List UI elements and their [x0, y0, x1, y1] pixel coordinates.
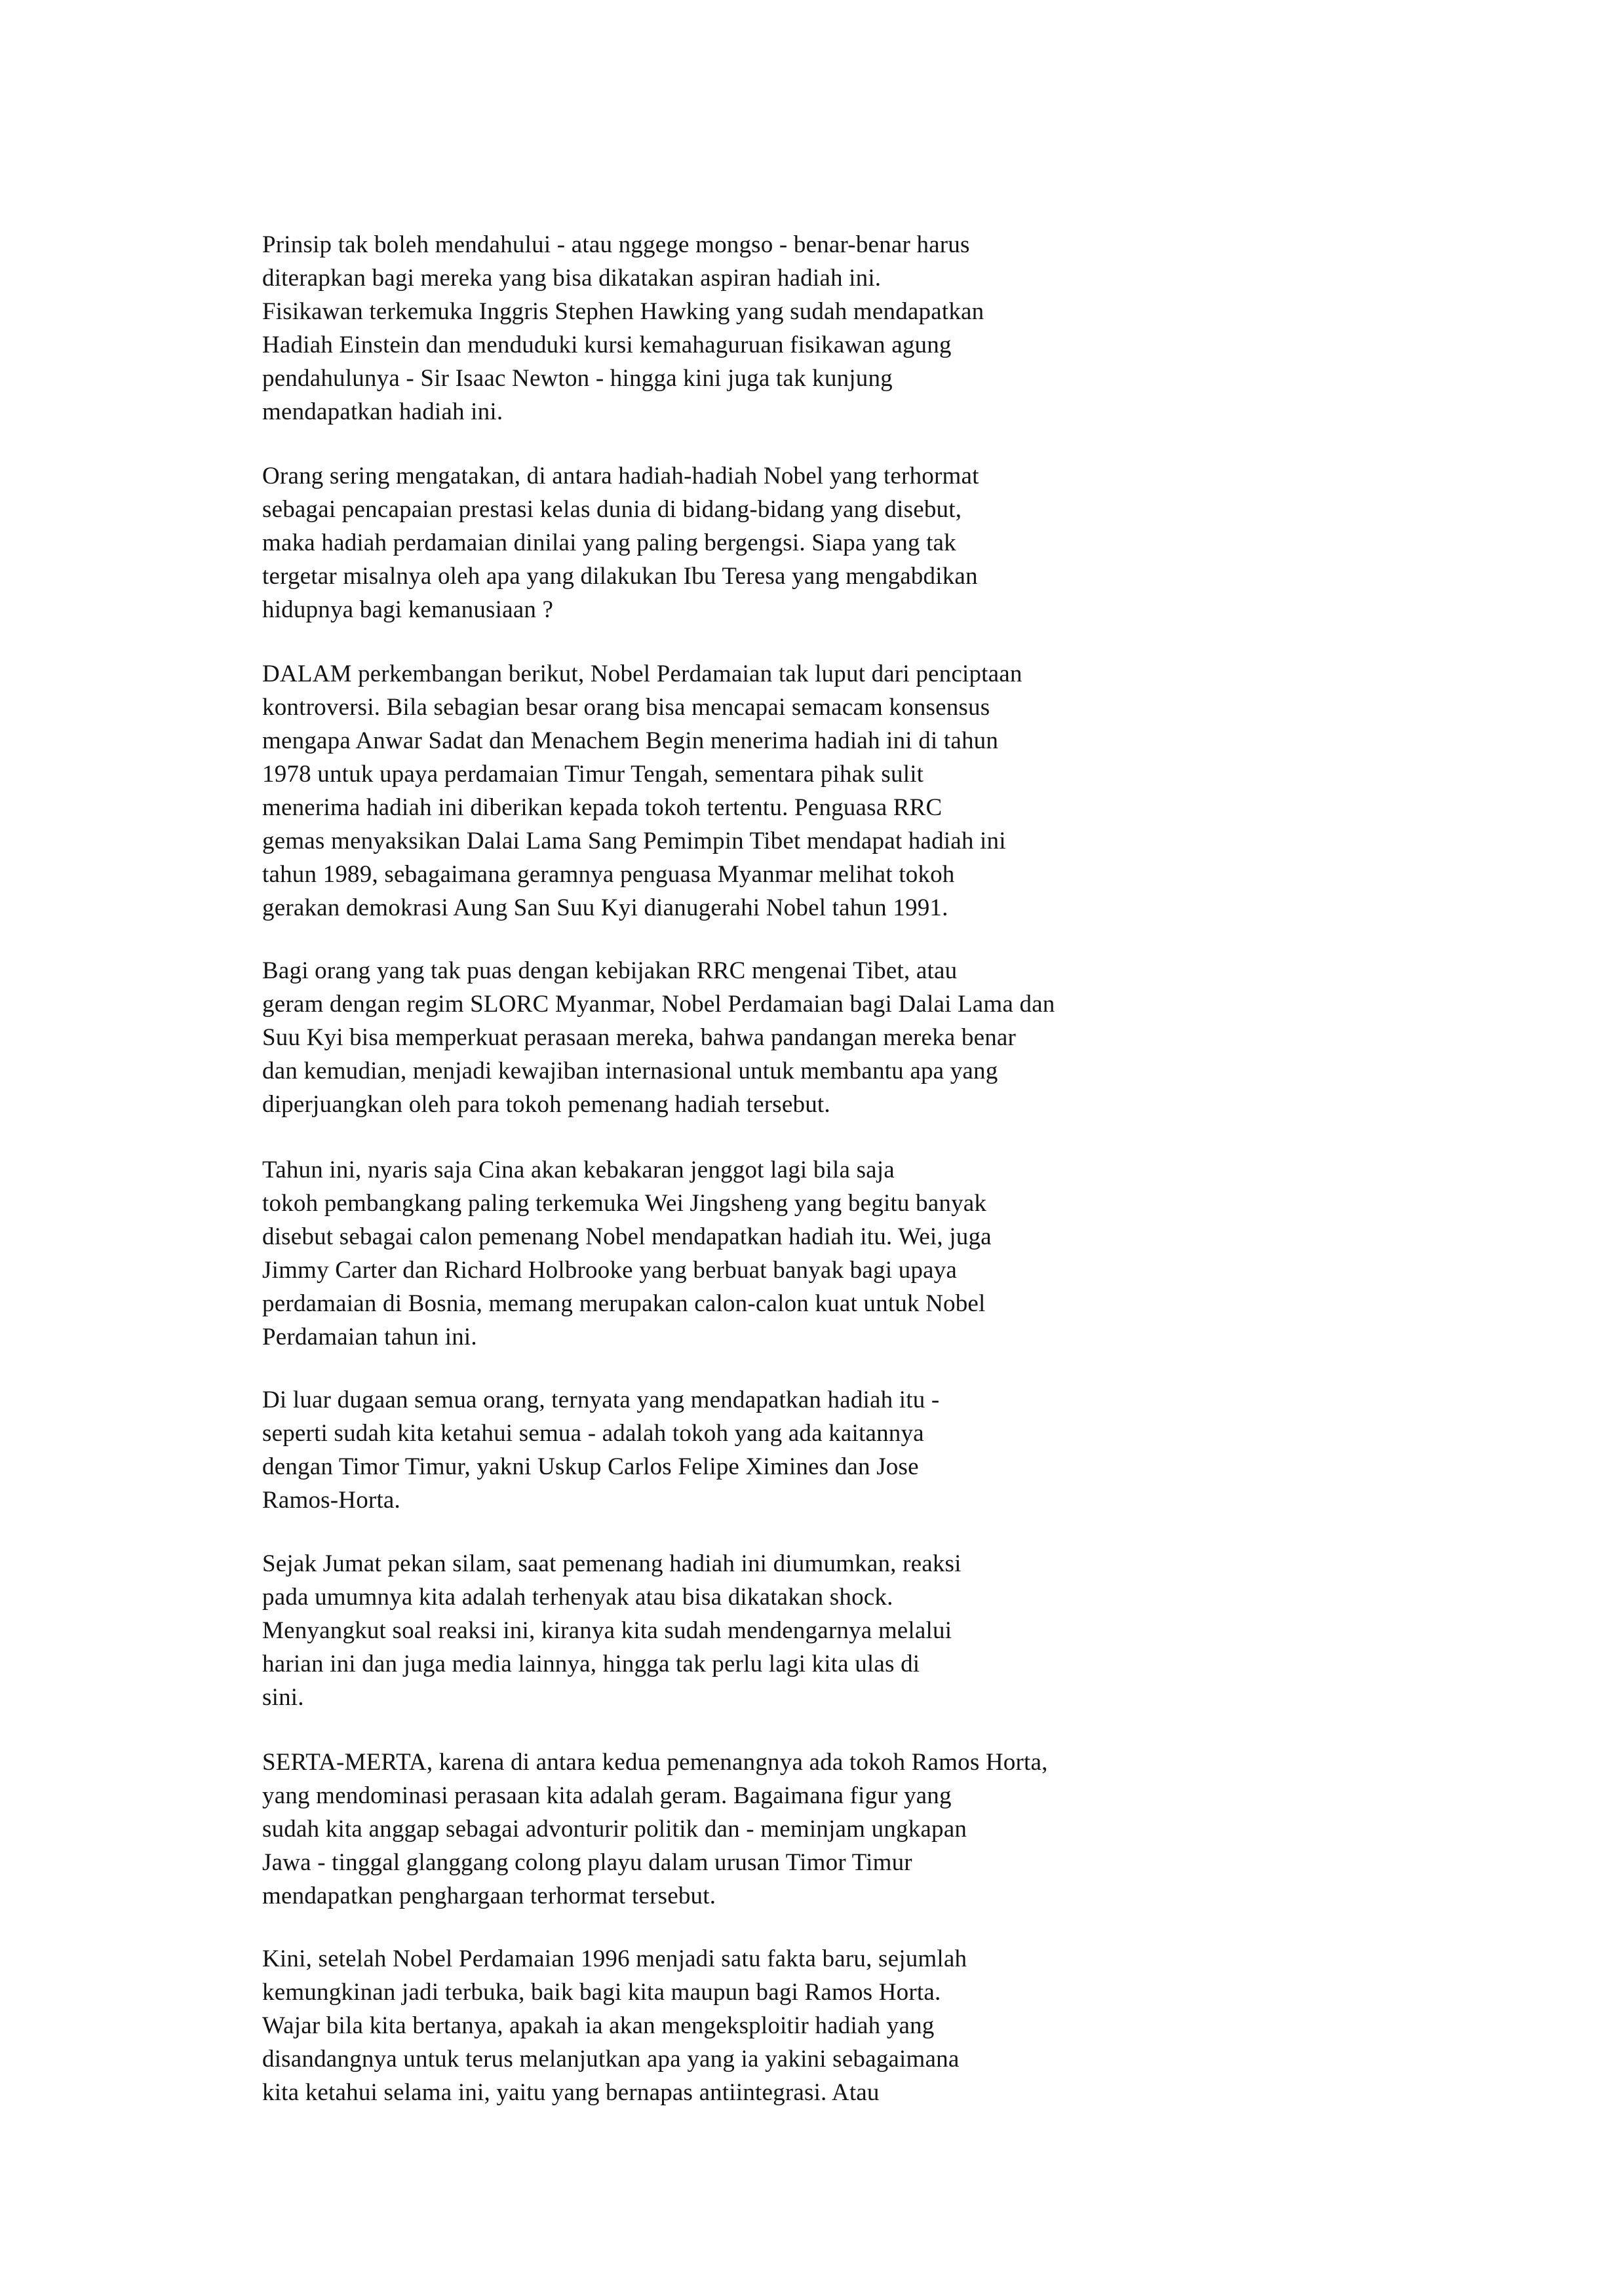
paragraph-7 [262, 1547, 1232, 1714]
text-line: tokoh pembangkang paling terkemuka Wei Jingsheng yang begitu banyak [262, 1190, 987, 1217]
text-line: Fisikawan terkemuka Inggris Stephen Hawking yang sudah mendapatkan [262, 298, 984, 325]
text-line: Di luar dugaan semua orang, ternyata yang mendapatkan hadiah itu - [262, 1387, 940, 1413]
text-line: Orang sering mengatakan, di antara hadiah-hadiah Nobel yang terhormat [262, 463, 979, 489]
text-line: geram dengan regim SLORC Myanmar, Nobel Perdamaian bagi Dalai Lama dan [262, 991, 1055, 1018]
text-line: gemas menyaksikan Dalai Lama Sang Pemimpin Tibet mendapat hadiah ini [262, 828, 1006, 854]
text-line: dengan Timor Timur, yakni Uskup Carlos Felipe Ximines dan Jose [262, 1453, 919, 1480]
text-line: DALAM perkembangan berikut, Nobel Perdamaian tak luput dari penciptaan [262, 660, 1022, 687]
text-line: sudah kita anggap sebagai advonturir politik dan - meminjam ungkapan [262, 1816, 967, 1843]
text-line: mengapa Anwar Sadat dan Menachem Begin menerima hadiah ini di tahun [262, 727, 999, 754]
text-line: Bagi orang yang tak puas dengan kebijakan RRC mengenai Tibet, atau [262, 957, 958, 984]
text-line: mendapatkan penghargaan terhormat tersebut. [262, 1883, 716, 1909]
text-line: sebagai pencapaian prestasi kelas dunia di bidang-bidang yang disebut, [262, 496, 962, 523]
paragraph-3 [262, 657, 1232, 925]
text-line: pada umumnya kita adalah terhenyak atau bisa dikatakan shock. [262, 1584, 893, 1611]
text-line: SERTA-MERTA, karena di antara kedua pemenangnya ada tokoh Ramos Horta, [262, 1749, 1048, 1776]
text-line: harian ini dan juga media lainnya, hingga tak perlu lagi kita ulas di [262, 1651, 920, 1677]
text-line: sini. [262, 1684, 304, 1711]
text-line: Jawa - tinggal glanggang colong playu dalam urusan Timor Timur [262, 1849, 912, 1876]
text-line: disandangnya untuk terus melanjutkan apa yang ia yakini sebagaimana [262, 2046, 960, 2073]
text-line: mendapatkan hadiah ini. [262, 398, 503, 425]
text-line: menerima hadiah ini diberikan kepada tokoh tertentu. Penguasa RRC [262, 794, 943, 821]
text-line: kontroversi. Bila sebagian besar orang bisa mencapai semacam konsensus [262, 694, 990, 721]
text-line: Hadiah Einstein dan menduduki kursi kemahaguruan fisikawan agung [262, 332, 952, 358]
text-line: tergetar misalnya oleh apa yang dilakukan Ibu Teresa yang mengabdikan [262, 563, 978, 590]
text-line: hidupnya bagi kemanusiaan ? [262, 596, 554, 623]
text-line: pendahulunya - Sir Isaac Newton - hingga kini juga tak kunjung [262, 365, 893, 392]
text-line: yang mendominasi perasaan kita adalah geram. Bagaimana figur yang [262, 1782, 952, 1809]
text-line: Prinsip tak boleh mendahului - atau nggege mongso - benar-benar harus [262, 231, 970, 258]
text-line: gerakan demokrasi Aung San Suu Kyi dianugerahi Nobel tahun 1991. [262, 894, 948, 921]
paragraph-2 [262, 459, 1232, 626]
text-line: Ramos-Horta. [262, 1487, 400, 1514]
paragraph-6 [262, 1383, 1232, 1517]
paragraph-9 [262, 1942, 1232, 2109]
text-line: dan kemudian, menjadi kewajiban internasional untuk membantu apa yang [262, 1058, 998, 1084]
text-line: 1978 untuk upaya perdamaian Timur Tengah, sementara pihak sulit [262, 761, 924, 788]
text-line: disebut sebagai calon pemenang Nobel mendapatkan hadiah itu. Wei, juga [262, 1223, 992, 1250]
text-line: tahun 1989, sebagaimana geramnya penguasa Myanmar melihat tokoh [262, 861, 955, 888]
text-line: perdamaian di Bosnia, memang merupakan calon-calon kuat untuk Nobel [262, 1290, 986, 1317]
text-line: maka hadiah perdamaian dinilai yang paling bergengsi. Siapa yang tak [262, 529, 956, 556]
text-line: Perdamaian tahun ini. [262, 1324, 477, 1350]
paragraph-4 [262, 954, 1232, 1121]
paragraph-8 [262, 1746, 1232, 1913]
text-line: Tahun ini, nyaris saja Cina akan kebakaran jenggot lagi bila saja [262, 1157, 895, 1183]
text-line: Wajar bila kita bertanya, apakah ia akan mengeksploitir hadiah yang [262, 2012, 935, 2039]
text-line: Kini, setelah Nobel Perdamaian 1996 menjadi satu fakta baru, sejumlah [262, 1945, 967, 1972]
paragraph-1 [262, 228, 1232, 429]
paragraph-5 [262, 1153, 1232, 1354]
text-line: Menyangkut soal reaksi ini, kiranya kita sudah mendengarnya melalui [262, 1617, 952, 1644]
text-line: Jimmy Carter dan Richard Holbrooke yang berbuat banyak bagi upaya [262, 1257, 957, 1284]
text-line: seperti sudah kita ketahui semua - adalah tokoh yang ada kaitannya [262, 1420, 924, 1447]
text-line: Suu Kyi bisa memperkuat perasaan mereka, bahwa pandangan mereka benar [262, 1024, 1017, 1051]
text-line: diperjuangkan oleh para tokoh pemenang hadiah tersebut. [262, 1091, 830, 1118]
text-line: kita ketahui selama ini, yaitu yang bernapas antiintegrasi. Atau [262, 2079, 880, 2106]
text-line: kemungkinan jadi terbuka, baik bagi kita maupun bagi Ramos Horta. [262, 1979, 941, 2006]
text-line: diterapkan bagi mereka yang bisa dikatakan aspiran hadiah ini. [262, 265, 882, 292]
text-line: Sejak Jumat pekan silam, saat pemenang hadiah ini diumumkan, reaksi [262, 1550, 962, 1577]
